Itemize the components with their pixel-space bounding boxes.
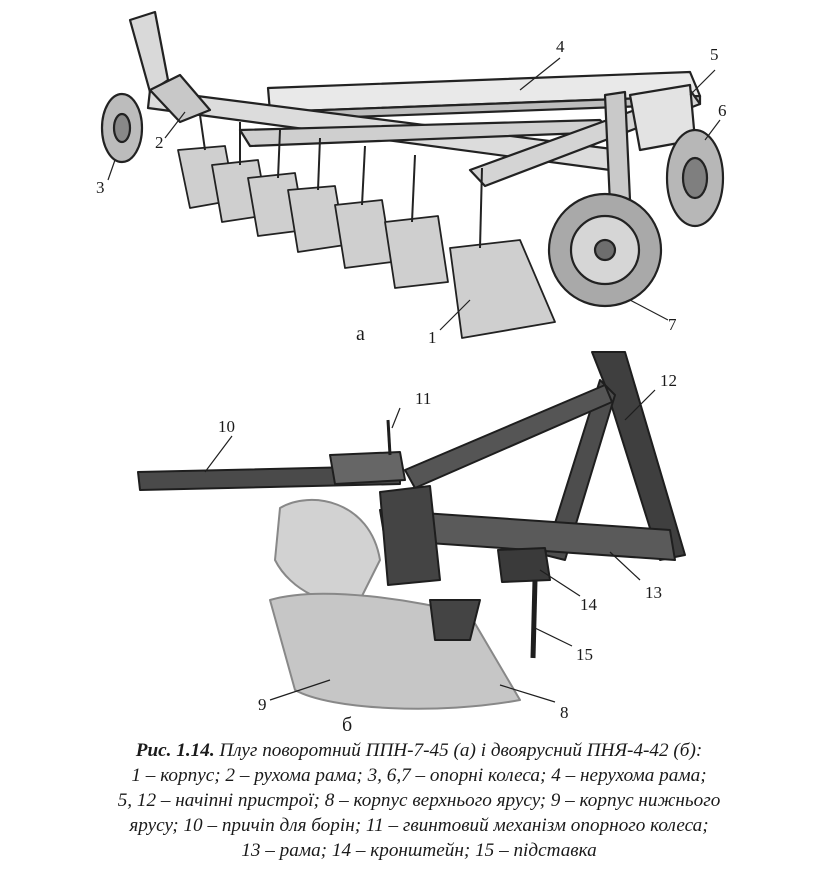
plough-a-illustration bbox=[102, 12, 723, 338]
callout-8: 8 bbox=[560, 703, 569, 722]
part-a-label: а bbox=[356, 323, 365, 345]
caption-line-1 bbox=[14, 738, 824, 763]
plough-b-illustration bbox=[138, 352, 685, 709]
caption-line-3: 5, 12 – начіпні пристрої; 8 – корпус верхнього ярусу; 9 – корпус нижнього bbox=[117, 790, 721, 811]
callout-15: 15 bbox=[576, 645, 593, 664]
callout-7: 7 bbox=[668, 315, 677, 334]
caption-line-5: 13 – рама; 14 – кронштейн; 15 – підставка bbox=[241, 840, 597, 861]
callout-13: 13 bbox=[645, 583, 662, 602]
callout-6: 6 bbox=[718, 101, 727, 120]
callout-3: 3 bbox=[96, 178, 105, 197]
callout-4: 4 bbox=[556, 37, 565, 56]
part-b-label: б bbox=[342, 714, 353, 736]
callout-11: 11 bbox=[415, 389, 432, 408]
caption-line-4: ярусу; 10 – причіп для борін; 11 – гвинтовий механізм опорного колеса; bbox=[129, 815, 709, 836]
callout-1: 1 bbox=[428, 328, 437, 347]
caption-title: Плуг поворотний ППН-7-45 (а) і двоярусний ПНЯ-4-42 (б): bbox=[219, 740, 703, 761]
callout-12: 12 bbox=[660, 371, 677, 390]
callout-2: 2 bbox=[155, 133, 164, 152]
callout-9: 9 bbox=[258, 695, 267, 714]
callout-5: 5 bbox=[710, 45, 719, 64]
figure-caption bbox=[14, 738, 824, 863]
caption-line-2: 1 – корпус; 2 – рухома рама; 3, 6,7 – опорні колеса; 4 – нерухома рама; bbox=[131, 765, 707, 786]
caption-number: Рис. 1.14. bbox=[135, 740, 215, 761]
callout-10: 10 bbox=[218, 417, 235, 436]
callout-14: 14 bbox=[580, 595, 597, 614]
